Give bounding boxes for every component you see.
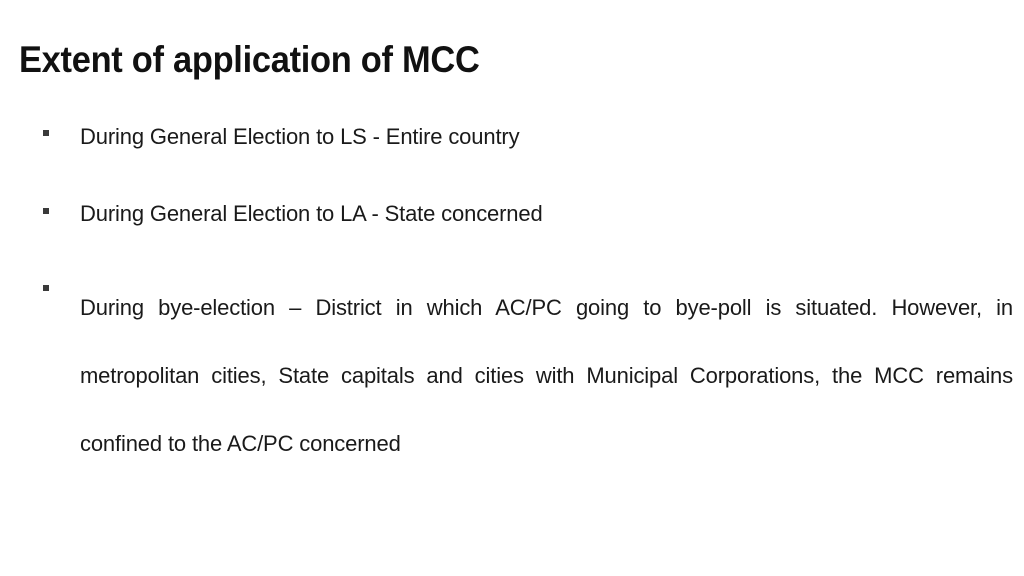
slide-title: Extent of application of MCC [19, 39, 480, 80]
bullet-text: During General Election to LS - Entire country [80, 124, 520, 149]
square-bullet-icon [43, 208, 49, 214]
square-bullet-icon [43, 285, 49, 291]
bullet-text: During bye-election – District in which AC/PC going to bye-poll is situated. However, in metropolitan cities, State capitals and cities with Municipal Corporations, the MCC remains confined to the AC/PC concerned [80, 295, 1013, 456]
square-bullet-icon [43, 130, 49, 136]
bullet-text: During General Election to LA - State concerned [80, 201, 543, 226]
